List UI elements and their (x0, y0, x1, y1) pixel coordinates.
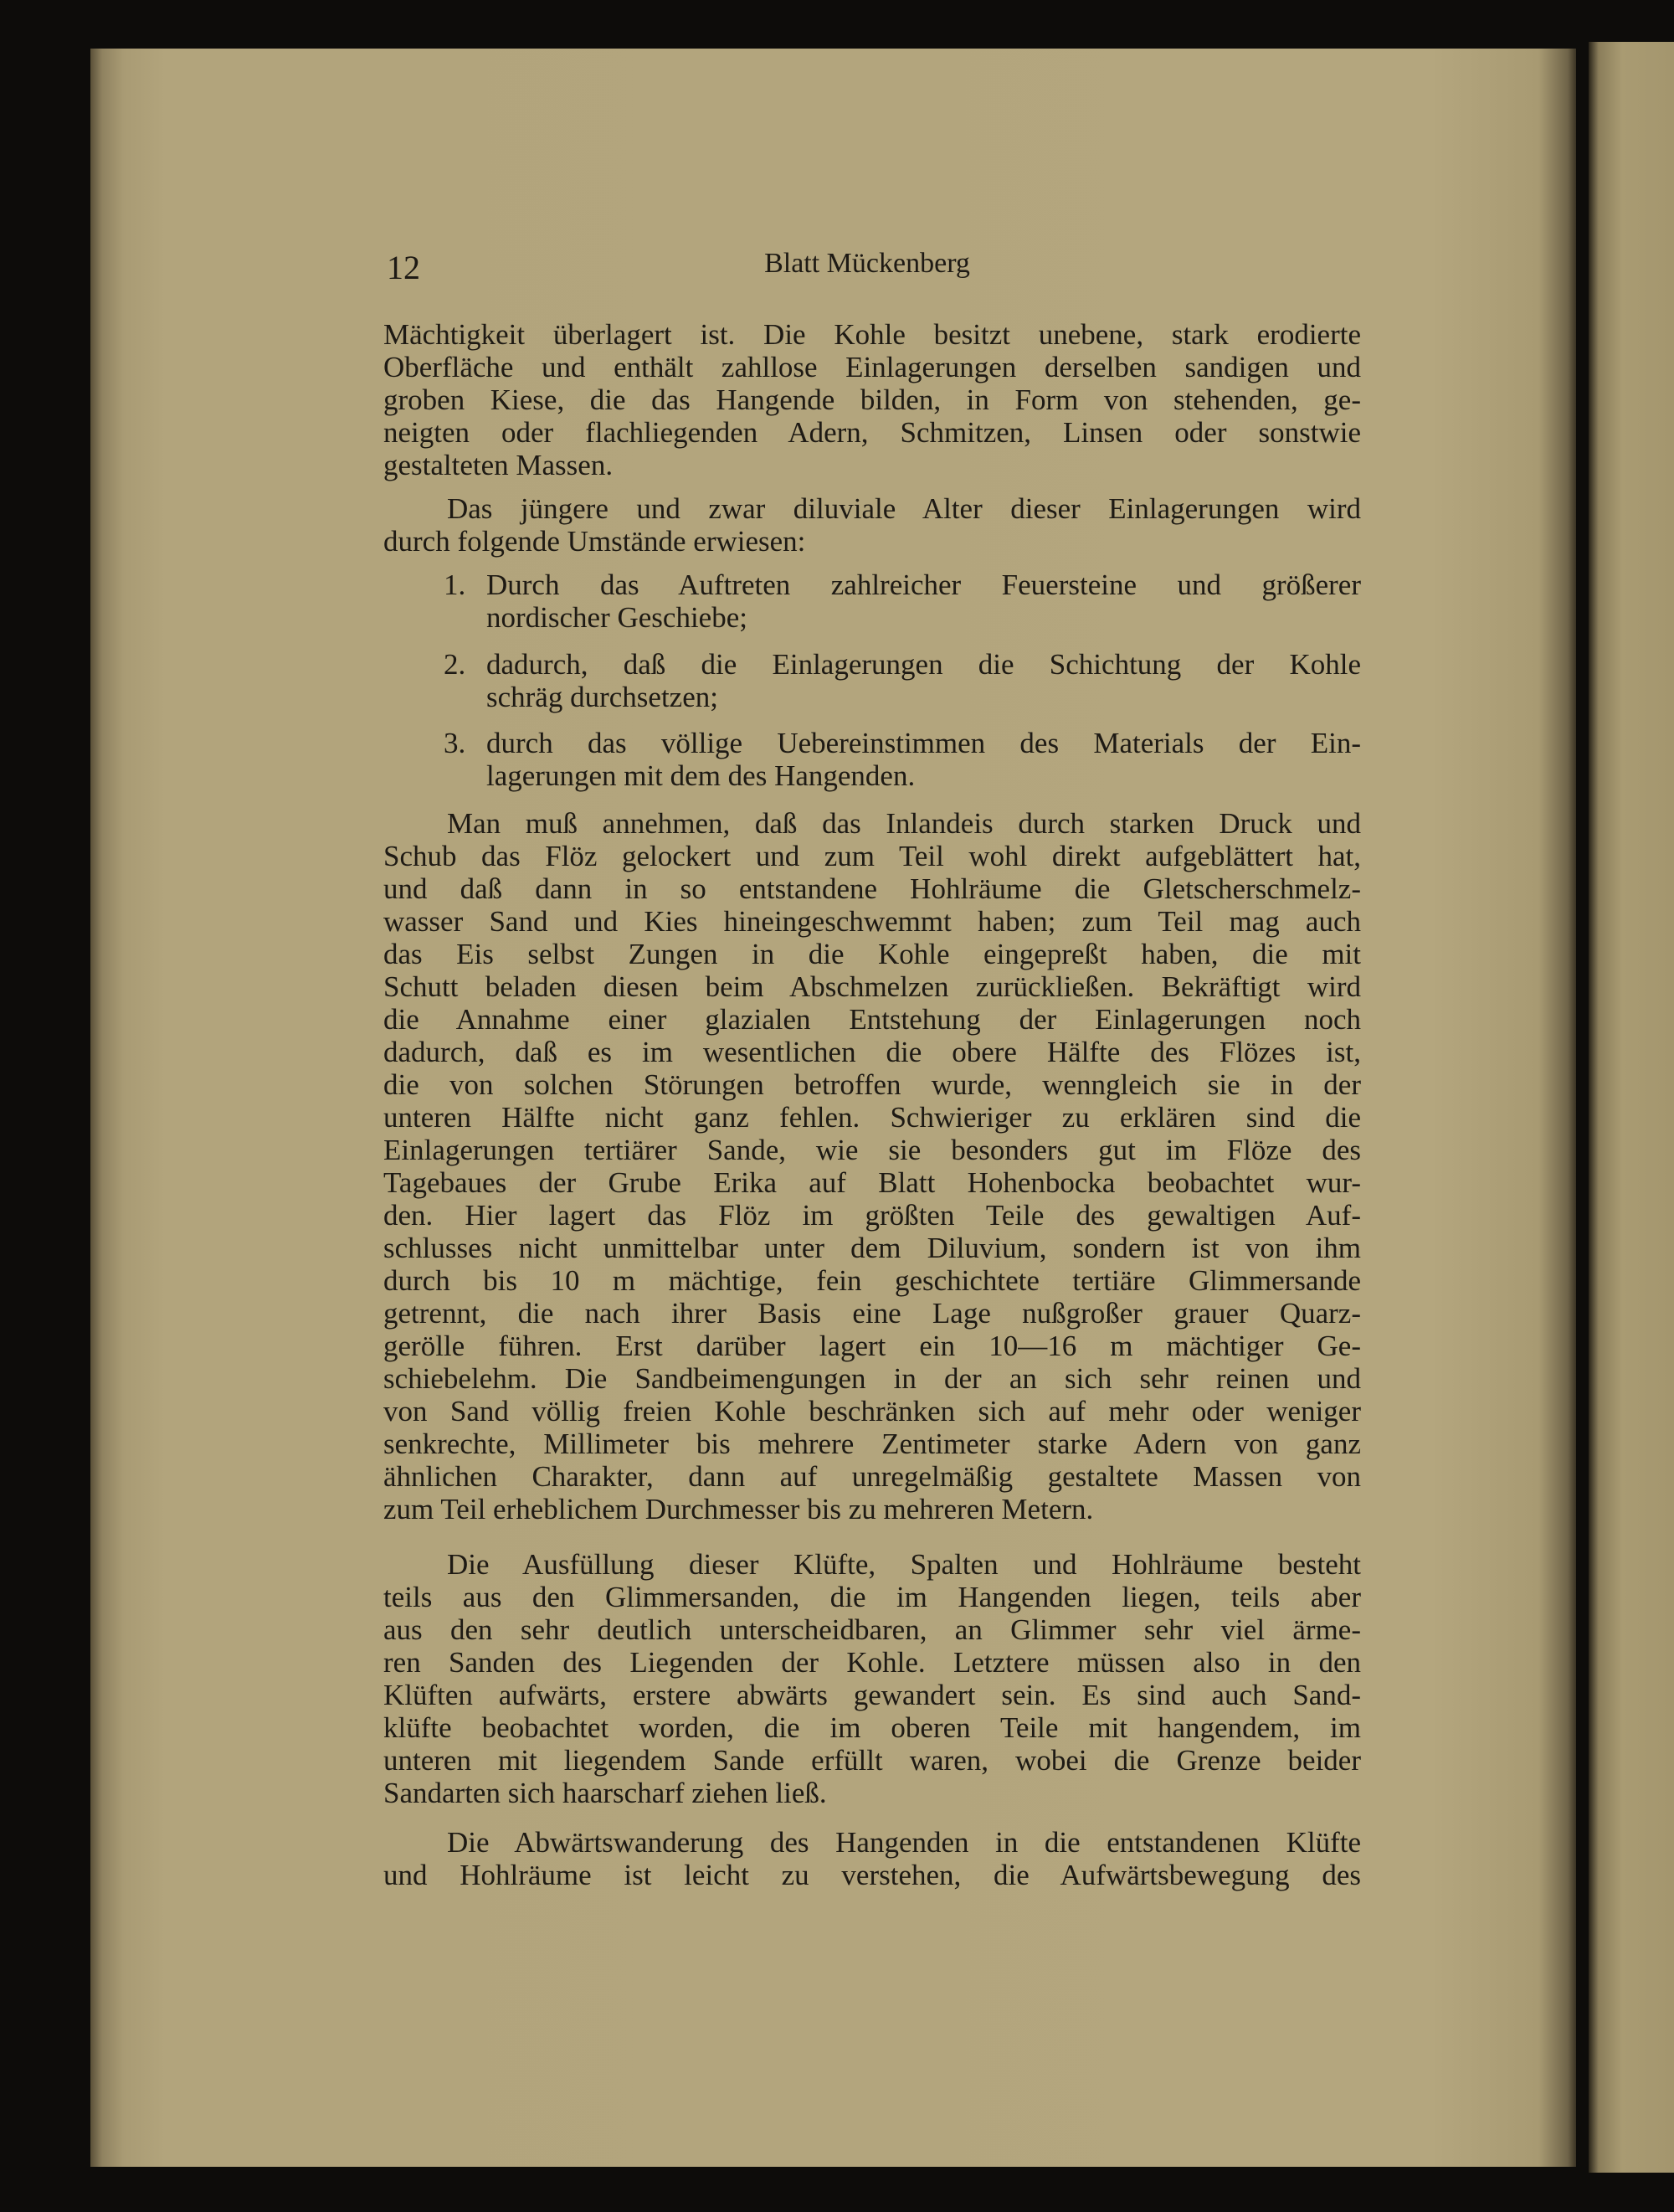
text-line: Man muß annehmen, daß das Inlandeis durch starken Druck und (447, 807, 1361, 840)
text-line: Schutt beladen diesen beim Abschmelzen zurückließen. Bekräftigt wird (383, 970, 1361, 1003)
text-line: groben Kiese, die das Hangende bilden, in Form von stehenden, ge- (383, 383, 1361, 416)
list-number: 2. (444, 648, 466, 681)
text-line: durch das völlige Uebereinstimmen des Materials der Ein- (486, 727, 1361, 759)
list-item (383, 727, 1361, 792)
text-line: die von solchen Störungen betroffen wurde, wenngleich sie in der (383, 1068, 1361, 1101)
text-line: schräg durchsetzen; (486, 681, 718, 713)
text-line: nordischer Geschiebe; (486, 601, 747, 634)
text-line: unteren mit liegendem Sande erfüllt waren, wobei die Grenze beider (383, 1744, 1361, 1777)
text-line: durch folgende Umstände erwiesen: (383, 525, 806, 558)
list-item (383, 568, 1361, 634)
text-line: Sandarten sich haarscharf ziehen ließ. (383, 1777, 827, 1809)
text-line: Klüften aufwärts, erstere abwärts gewandert sein. Es sind auch Sand- (383, 1679, 1361, 1711)
facing-page-edge (1589, 42, 1674, 2173)
text-line: Die Abwärtswanderung des Hangenden in die entstandenen Klüfte (447, 1826, 1361, 1859)
paragraph-2 (383, 492, 1361, 558)
list-number: 1. (444, 568, 466, 601)
text-line: Einlagerungen tertiärer Sande, wie sie besonders gut im Flöze des (383, 1134, 1361, 1166)
text-line: Durch das Auftreten zahlreicher Feuersteine und größerer (486, 568, 1361, 601)
text-line: schiebelehm. Die Sandbeimengungen in der an sich sehr reinen und (383, 1362, 1361, 1395)
text-line: senkrechte, Millimeter bis mehrere Zentimeter starke Adern von ganz (383, 1428, 1361, 1460)
paragraph-4 (383, 1548, 1361, 1809)
text-line: Oberfläche und enthält zahllose Einlagerungen derselben sandigen und (383, 351, 1361, 383)
list-number: 3. (444, 727, 466, 759)
text-line: getrennt, die nach ihrer Basis eine Lage nußgroßer grauer Quarz- (383, 1297, 1361, 1330)
text-line: Tagebaues der Grube Erika auf Blatt Hohenbocka beobachtet wur- (383, 1166, 1361, 1199)
text-line: das Eis selbst Zungen in die Kohle eingepreßt haben, die mit (383, 938, 1361, 970)
text-line: Mächtigkeit überlagert ist. Die Kohle besitzt unebene, stark erodierte (383, 318, 1361, 351)
text-line: und daß dann in so entstandene Hohlräume die Gletscherschmelz- (383, 872, 1361, 905)
text-line: ren Sanden des Liegenden der Kohle. Letztere müssen also in den (383, 1646, 1361, 1679)
paragraph-3 (383, 807, 1361, 1525)
text-line: schlusses nicht unmittelbar unter dem Diluvium, sondern ist von ihm (383, 1232, 1361, 1264)
page-number: 12 (387, 249, 420, 286)
text-line: neigten oder flachliegenden Adern, Schmitzen, Linsen oder sonstwie (383, 416, 1361, 449)
text-line: lagerungen mit dem des Hangenden. (486, 759, 916, 792)
text-line: gestalteten Massen. (383, 449, 614, 481)
text-line: dadurch, daß es im wesentlichen die obere Hälfte des Flözes ist, (383, 1036, 1361, 1068)
text-line: die Annahme einer glazialen Entstehung der Einlagerungen noch (383, 1003, 1361, 1036)
text-line: dadurch, daß die Einlagerungen die Schichtung der Kohle (486, 648, 1361, 681)
text-line: von Sand völlig freien Kohle beschränken sich auf mehr oder weniger (383, 1395, 1361, 1428)
text-line: Das jüngere und zwar diluviale Alter dieser Einlagerungen wird (447, 492, 1361, 525)
paragraph-5 (383, 1826, 1361, 1891)
text-line: gerölle führen. Erst darüber lagert ein 10—16 m mächtiger Ge- (383, 1330, 1361, 1362)
text-line: und Hohlräume ist leicht zu verstehen, die Aufwärtsbewegung des (383, 1859, 1361, 1891)
text-line: durch bis 10 m mächtige, fein geschichtete tertiäre Glimmersande (383, 1264, 1361, 1297)
text-line: Schub das Flöz gelockert und zum Teil wohl direkt aufgeblättert hat, (383, 840, 1361, 872)
list-item (383, 648, 1361, 713)
text-line: ähnlichen Charakter, dann auf unregelmäßig gestaltete Massen von (383, 1460, 1361, 1493)
text-line: aus den sehr deutlich unterscheidbaren, an Glimmer sehr viel ärme- (383, 1613, 1361, 1646)
text-line: wasser Sand und Kies hineingeschwemmt haben; zum Teil mag auch (383, 905, 1361, 938)
text-line: klüfte beobachtet worden, die im oberen Teile mit hangendem, im (383, 1711, 1361, 1744)
running-title: Blatt Mückenberg (764, 248, 970, 279)
text-line: den. Hier lagert das Flöz im größten Teile des gewaltigen Auf- (383, 1199, 1361, 1232)
text-line: unteren Hälfte nicht ganz fehlen. Schwieriger zu erklären sind die (383, 1101, 1361, 1134)
text-line: Die Ausfüllung dieser Klüfte, Spalten und Hohlräume besteht (447, 1548, 1361, 1581)
paragraph-1 (383, 318, 1361, 481)
text-line: teils aus den Glimmersanden, die im Hangenden liegen, teils aber (383, 1581, 1361, 1613)
text-line: zum Teil erheblichem Durchmesser bis zu mehreren Metern. (383, 1493, 1094, 1525)
